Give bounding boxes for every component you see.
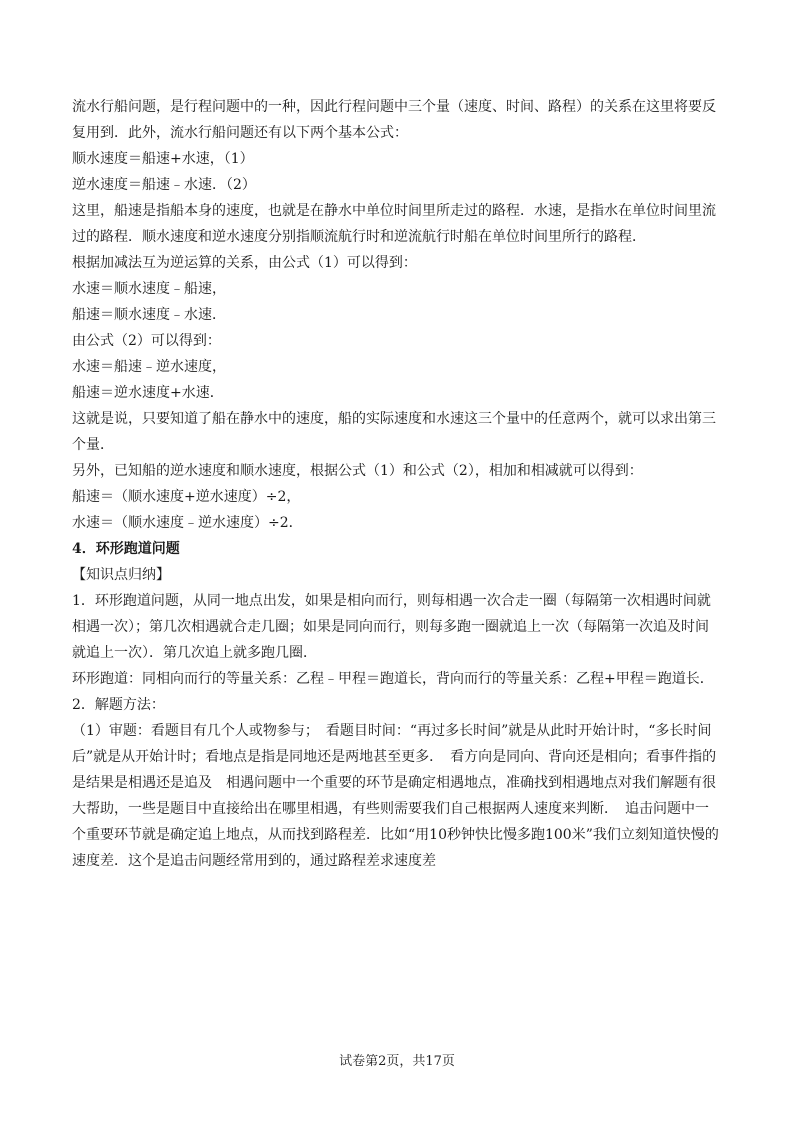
paragraph-methods-heading: 2．解题方法：: [72, 697, 165, 713]
paragraph-summary: 这就是说，只要知道了船在静水中的速度，船的实际速度和水速这三个量中的任意两个，就可以求出第三个量．: [72, 411, 716, 453]
formula-water-speed-2: 水速＝船速﹣逆水速度，: [72, 359, 226, 375]
paragraph-from-formula-1: 根据加减法互为逆运算的关系，由公式（1）可以得到：: [72, 255, 417, 271]
paragraph-methods-detail: （1）审题：看题目有几个人或物参与； 看题目时间：“再过多长时间”就是从此时开始计时，“多长时间后”就是从开始计时；看地点是指是同地还是两地甚至更多． 看方向是同向、背向还是相向；看事件指的是结果是相遇还是追及 相遇问题中一个重要的环节是确定相遇地点，准确找到相遇地点对我们解题有很大帮助，一些是题目中直接给出在哪里相遇，有些则需要我们自己根据两人速度来判断． 追击问题中一个重要环节就是确定追上地点，从而找到路程差．比如“用10秒钟快比慢多跑100米”我们立刻知道快慢的速度差．这个是追击问题经常用到的，通过路程差求速度差: [72, 723, 719, 869]
formula-boat-speed-2: 船速＝逆水速度+水速．: [72, 385, 224, 401]
formula-water-speed-1: 水速＝顺水速度﹣船速，: [72, 281, 226, 297]
paragraph-intro: 流水行船问题，是行程问题中的一种，因此行程问题中三个量（速度、时间、路程）的关系在这里将要反复用到．此外，流水行船问题还有以下两个基本公式：: [72, 99, 716, 141]
paragraph-from-formula-2: 由公式（2）可以得到：: [72, 333, 221, 349]
formula-water-speed-3: 水速＝（顺水速度﹣逆水速度）÷2．: [72, 515, 303, 531]
section-heading: 4．环形跑道问题: [72, 541, 180, 557]
page-footer: 试卷第2页，共17页: [339, 1054, 455, 1069]
formula-boat-speed-1: 船速＝顺水速度﹣水速．: [72, 307, 226, 323]
knowledge-label: 【知识点归纳】: [72, 567, 170, 583]
paragraph-track-rules: 1．环形跑道问题，从同一地点出发，如果是相向而行，则每相遇一次合走一圈（每隔第一次相遇时间就相遇一次）；第几次相遇就合走几圈；如果是同向而行，则每多跑一圈就追上一次（每隔第一次追及时间就追上一次）．第几次追上就多跑几圈．: [72, 593, 711, 661]
formula-boat-speed-3: 船速＝（顺水速度+逆水速度）÷2，: [72, 489, 301, 505]
paragraph-track-relations: 环形跑道：同相向而行的等量关系：乙程﹣甲程＝跑道长，背向而行的等量关系：乙程+甲程＝跑道长．: [72, 671, 714, 687]
paragraph-additional: 另外，已知船的逆水速度和顺水速度，根据公式（1）和公式（2），相加和相减就可以得到：: [72, 463, 643, 479]
document-body: [72, 94, 722, 874]
formula-upstream: 逆水速度＝船速﹣水速．（2）: [72, 177, 256, 193]
formula-downstream: 顺水速度＝船速+水速，（1）: [72, 151, 254, 167]
paragraph-definitions: 这里，船速是指船本身的速度，也就是在静水中单位时间里所走过的路程．水速，是指水在单位时间里流过的路程．顺水速度和逆水速度分别指顺流航行时和逆流航行时船在单位时间里所行的路程．: [72, 203, 716, 245]
